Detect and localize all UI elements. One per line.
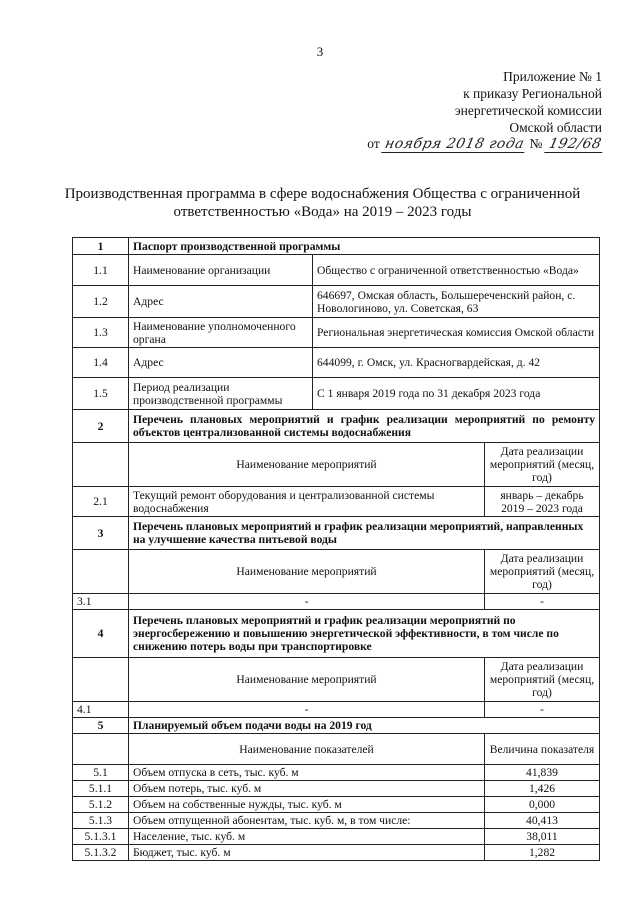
row-name: Бюджет, тыс. куб. м [129, 845, 485, 861]
section-3-header [73, 517, 600, 550]
column-header-date: Дата реализации мероприятий (месяц, год) [485, 658, 600, 702]
section-heading: Перечень плановых мероприятий и график реализации мероприятий по энергосбережению и повышению энергетической эффективности, в том числе по снижению потерь воды при транспортировке [129, 610, 600, 658]
empty-cell [73, 658, 129, 702]
table-row [73, 255, 600, 286]
section-number: 4 [73, 610, 129, 658]
table-row [73, 378, 600, 410]
column-header-row [73, 443, 600, 487]
table-row [73, 702, 600, 718]
appendix-line-4: Омской области [509, 120, 602, 135]
table-row [73, 845, 600, 861]
row-name: Объем отпуска в сеть, тыс. куб. м [129, 765, 485, 781]
row-number: 3.1 [73, 594, 129, 610]
section-heading: Перечень плановых мероприятий и график реализации мероприятий по ремонту объектов централизованной системы водоснабжения [129, 410, 600, 443]
row-value: Общество с ограниченной ответственностью «Вода» [313, 255, 600, 286]
table-row [73, 829, 600, 845]
row-name: Население, тыс. куб. м [129, 829, 485, 845]
row-number: 5.1.2 [73, 797, 129, 813]
row-number: 4.1 [73, 702, 129, 718]
table-row [73, 318, 600, 348]
order-date-handwritten: ноября 2018 года [381, 136, 528, 153]
section-heading: Планируемый объем подачи воды на 2019 год [129, 718, 600, 734]
row-number: 1.2 [73, 286, 129, 318]
table-row [73, 781, 600, 797]
column-header-name: Наименование мероприятий [129, 443, 485, 487]
column-header-row [73, 550, 600, 594]
column-header-name: Наименование показателей [129, 734, 485, 765]
section-5-header [73, 718, 600, 734]
title-line-1: Производственная программа в сфере водоснабжения Общества с ограниченной [64, 186, 581, 202]
column-header-row [73, 734, 600, 765]
table-row [73, 348, 600, 378]
row-date: - [485, 594, 600, 610]
row-label: Адрес [129, 348, 313, 378]
row-number: 1.3 [73, 318, 129, 348]
table-row [73, 594, 600, 610]
row-number: 1.1 [73, 255, 129, 286]
section-number: 5 [73, 718, 129, 734]
column-header-value: Величина показателя [485, 734, 600, 765]
row-name: Объем потерь, тыс. куб. м [129, 781, 485, 797]
production-program-table [72, 237, 600, 861]
document-title [40, 185, 605, 221]
row-label: Наименование уполномоченного органа [129, 318, 313, 348]
row-number: 5.1.1 [73, 781, 129, 797]
section-heading: Паспорт производственной программы [129, 238, 600, 255]
table-row [73, 797, 600, 813]
row-value: 38,011 [485, 829, 600, 845]
row-value: 1,426 [485, 781, 600, 797]
appendix-block [455, 68, 602, 136]
appendix-line-1: Приложение № 1 [503, 69, 602, 84]
column-header-date: Дата реализации мероприятий (месяц, год) [485, 550, 600, 594]
row-name: - [129, 702, 485, 718]
section-number: 2 [73, 410, 129, 443]
row-date: - [485, 702, 600, 718]
row-value: 41,839 [485, 765, 600, 781]
empty-cell [73, 443, 129, 487]
row-name: - [129, 594, 485, 610]
order-number-handwritten: 192/68 [544, 136, 606, 153]
row-number: 5.1 [73, 765, 129, 781]
row-label: Адрес [129, 286, 313, 318]
row-number: 1.4 [73, 348, 129, 378]
section-2-header [73, 410, 600, 443]
column-header-name: Наименование мероприятий [129, 550, 485, 594]
row-number: 2.1 [73, 487, 129, 517]
column-header-row [73, 658, 600, 702]
page-number: 3 [316, 44, 324, 59]
appendix-line-3: энергетической комиссии [454, 103, 602, 118]
empty-cell [73, 550, 129, 594]
appendix-line-2: к приказу Региональной [463, 86, 602, 101]
empty-cell [73, 734, 129, 765]
row-value: 0,000 [485, 797, 600, 813]
row-value: С 1 января 2019 года по 31 декабря 2023 года [313, 378, 600, 410]
row-number: 5.1.3.2 [73, 845, 129, 861]
row-value: 1,282 [485, 845, 600, 861]
section-1-header [73, 238, 600, 255]
row-value: Региональная энергетическая комиссия Омской области [313, 318, 600, 348]
row-value: 40,413 [485, 813, 600, 829]
row-value: 646697, Омская область, Большереченский район, с. Новологиново, ул. Советская, 63 [313, 286, 600, 318]
row-number: 1.5 [73, 378, 129, 410]
section-heading: Перечень плановых мероприятий и график реализации мероприятий, направленных на улучшение качества питьевой воды [129, 517, 600, 550]
row-label: Период реализации производственной программы [129, 378, 313, 410]
title-line-2: ответственностью «Вода» на 2019 – 2023 годы [173, 204, 472, 220]
column-header-date: Дата реализации мероприятий (месяц, год) [485, 443, 600, 487]
table-row [73, 813, 600, 829]
section-number: 1 [73, 238, 129, 255]
row-value: 644099, г. Омск, ул. Красногвардейская, д. 42 [313, 348, 600, 378]
order-number-sign: № [529, 136, 543, 151]
row-name: Объем отпущенной абонентам, тыс. куб. м, в том числе: [129, 813, 485, 829]
table-row [73, 487, 600, 517]
section-4-header [73, 610, 600, 658]
table-row [73, 286, 600, 318]
row-number: 5.1.3 [73, 813, 129, 829]
row-number: 5.1.3.1 [73, 829, 129, 845]
row-name: Объем на собственные нужды, тыс. куб. м [129, 797, 485, 813]
column-header-name: Наименование мероприятий [129, 658, 485, 702]
row-name: Текущий ремонт оборудования и централизованной системы водоснабжения [129, 487, 485, 517]
row-label: Наименование организации [129, 255, 313, 286]
order-prefix: от [367, 136, 380, 151]
section-number: 3 [73, 517, 129, 550]
row-date: январь – декабрь 2019 – 2023 года [485, 487, 600, 517]
table-row [73, 765, 600, 781]
order-reference [367, 136, 604, 153]
